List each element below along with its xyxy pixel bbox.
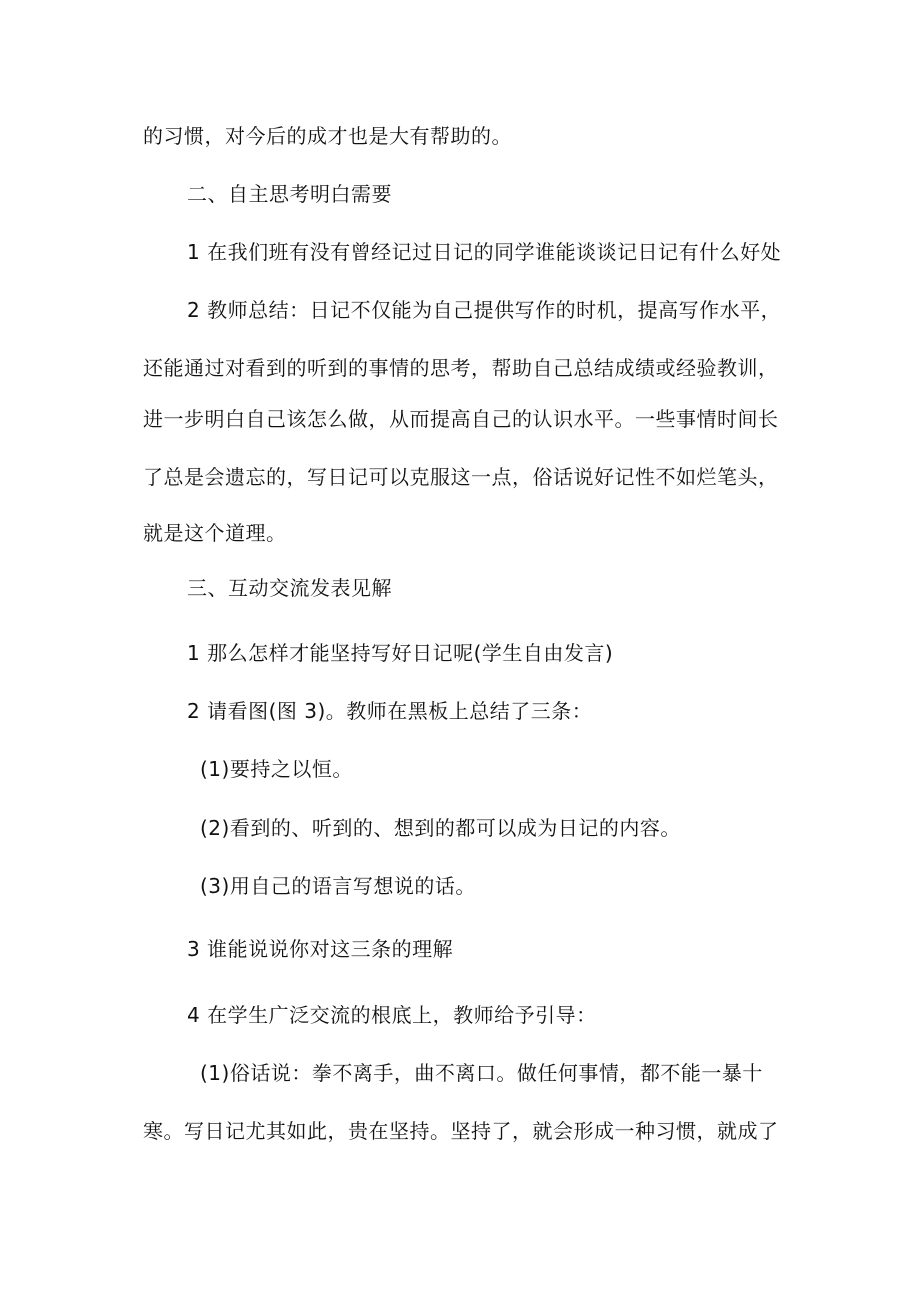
sub-list-item: (1)要持之以恒。 [200, 757, 353, 781]
list-item: 1 那么怎样才能坚持写好日记呢(学生自由发言) [187, 641, 614, 665]
list-item: 2 教师总结：日记不仅能为自己提供写作的时机，提高写作水平， [187, 298, 782, 322]
section-heading: 三、互动交流发表见解 [187, 576, 392, 600]
paragraph-line: 进一步明白自己该怎么做，从而提高自己的认识水平。一些事情时间长 [143, 407, 779, 431]
paragraph-line: 就是这个道理。 [143, 521, 287, 545]
paragraph-line: 的习惯，对今后的成才也是大有帮助的。 [143, 124, 512, 148]
sub-list-item: (2)看到的、听到的、想到的都可以成为日记的内容。 [200, 816, 681, 840]
list-item: 2 请看图(图 3)。教师在黑板上总结了三条： [187, 699, 593, 723]
paragraph-line: 寒。写日记尤其如此，贵在坚持。坚持了，就会形成一种习惯，就成了 [143, 1119, 779, 1143]
sub-list-item: (3)用自己的语言写想说的话。 [200, 874, 476, 898]
paragraph-line: 了总是会遗忘的，写日记可以克服这一点，俗话说好记性不如烂笔头， [143, 465, 779, 489]
list-item: 4 在学生广泛交流的根底上，教师给予引导： [187, 1003, 597, 1027]
paragraph-line: 还能通过对看到的听到的事情的思考，帮助自己总结成绩或经验教训， [143, 356, 779, 380]
sub-list-item: (1)俗话说：拳不离手，曲不离口。做任何事情，都不能一暴十 [200, 1061, 763, 1085]
list-item: 3 谁能说说你对这三条的理解 [187, 937, 454, 961]
list-item: 1 在我们班有没有曾经记过日记的同学谁能谈谈记日记有什么好处 [187, 240, 782, 264]
section-heading: 二、自主思考明白需要 [187, 182, 392, 206]
